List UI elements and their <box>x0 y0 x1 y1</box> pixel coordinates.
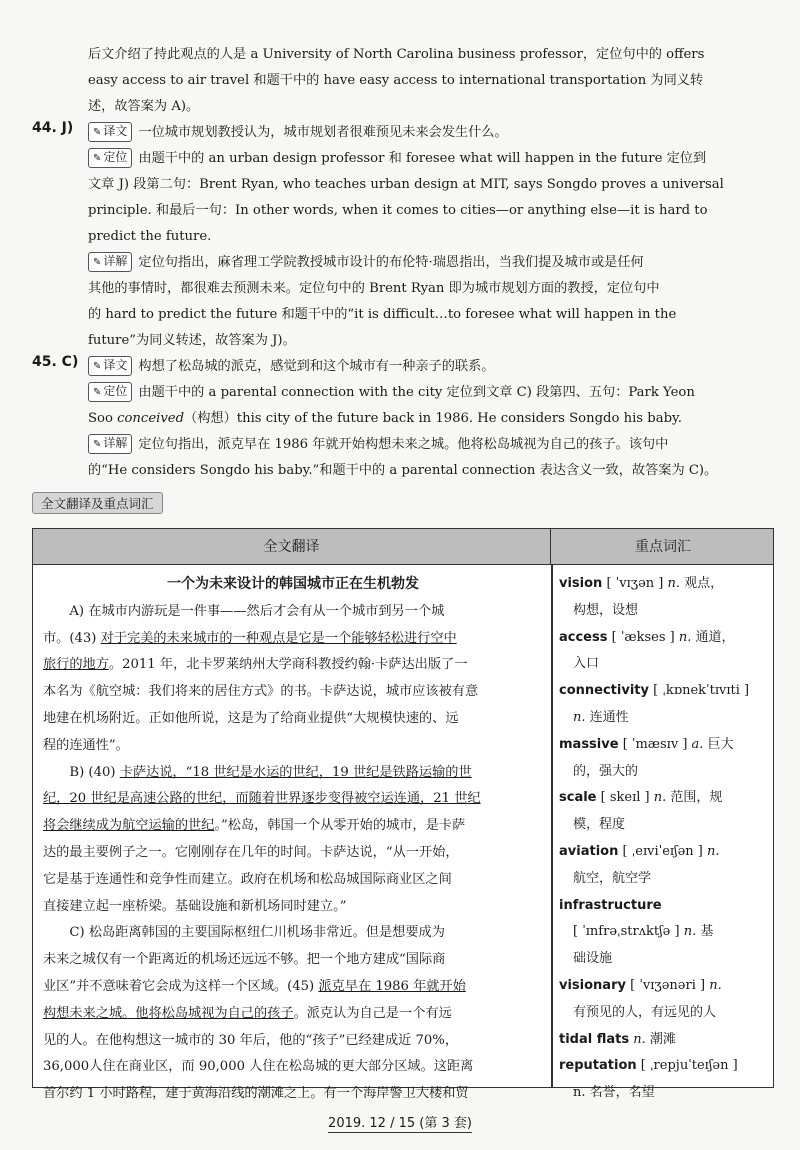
vocab-pron: [ ˈvɪʒən ] <box>606 576 664 591</box>
vocab-meaning: n. 名誉，名望 <box>573 1085 655 1101</box>
underlined-text: 派克早在 1986 年就开始 <box>318 978 466 994</box>
pencil-icon: ✎ <box>93 387 102 398</box>
text-line: 见的人。在他构想这一城市的 30 年后，他的“孩子”已经建成近 70%， <box>43 1032 459 1048</box>
vocab-pos: n. <box>653 790 667 806</box>
q44-detail-text: 其他的事情时，都很难去预测未来。定位句中的 Brent Ryan 即为城市规划方面的教授，定位句中 <box>88 281 660 296</box>
article-title: 一个为未来设计的韩国城市正在生机勃发 <box>167 576 419 592</box>
detail-tag-label: 详解 <box>103 254 128 268</box>
q45-translation-line <box>88 354 756 380</box>
detail-tag-label: 详解 <box>103 436 128 450</box>
q45-locate-italic: conceived <box>117 411 185 426</box>
intro-line: easy access to air travel 和题干中的 have easy access to international transportation 为同义转 <box>88 73 704 88</box>
vocab-entry <box>559 1027 771 1054</box>
paragraph-b <box>43 760 543 921</box>
question-45-number: 45. C) <box>32 354 79 370</box>
q45-detail-text: 的“He considers Songdo his baby.”和题干中的 a parental connection 表达含义一致，故答案为 C)。 <box>88 463 718 478</box>
q45-detail-line <box>88 432 756 458</box>
vocab-pron: [ ˈvɪʒənəri ] <box>630 977 706 993</box>
text-line: 达的最主要例子之一。它刚刚存在几年的时间。卡萨达说，“从一开始， <box>43 844 459 860</box>
text-line: 本名为《航空城：我们将来的居住方式》的书。卡萨达说，城市应该被有意 <box>43 684 479 700</box>
translation-column <box>43 571 543 1108</box>
text-line: 它是基于连通性和竞争性而建立。政府在机场和松岛城国际商业区之间 <box>43 871 452 887</box>
vocab-meaning: 航空，航空学 <box>573 870 652 886</box>
header-vocab: 重点词汇 <box>635 539 691 555</box>
underlined-text: 构想未来之城。他将松岛城视为自己的孩子 <box>43 1005 294 1021</box>
vocab-word: vision <box>559 576 603 591</box>
vocab-pron: [ ˌeɪviˈeɪʃən ] <box>622 843 703 859</box>
vocab-word: tidal flats <box>559 1031 630 1047</box>
detail-tag <box>88 252 132 272</box>
table-header <box>33 529 773 565</box>
vocab-word: infrastructure <box>559 897 662 913</box>
intro-line: 述，故答案为 A)。 <box>88 99 200 114</box>
locate-tag-label: 定位 <box>103 150 128 164</box>
vocab-meaning: 巨大 <box>707 736 734 752</box>
vocab-word: visionary <box>559 977 626 993</box>
text-part: 。2011 年，北卡罗莱纳州大学商科教授约翰·卡萨达出版了一 <box>108 657 468 673</box>
locate-tag-label: 定位 <box>103 384 128 398</box>
vocab-meaning: 基 <box>700 924 714 940</box>
vocab-pron: [ ˌkɒnekˈtɪvɪti ] <box>653 683 750 699</box>
vocab-pron: [ ˈmæsɪv ] <box>622 736 688 752</box>
text-line <box>43 813 543 840</box>
q45-locate-part: Soo <box>88 411 118 426</box>
question-44-number: 44. J) <box>32 120 74 136</box>
q44-detail-text: 定位句指出，麻省理工学院教授城市设计的布伦特·瑞恩指出，当我们提及城市或是任何 <box>138 255 644 270</box>
q44-locate-text: predict the future. <box>88 229 212 244</box>
page-number: 2019. 12 / 15 (第 3 套) <box>328 1116 472 1131</box>
vocab-word: reputation <box>559 1058 637 1074</box>
vocab-meaning: 础设施 <box>573 951 613 967</box>
section-label: 全文翻译及重点词汇 <box>32 492 163 514</box>
translation-tag <box>88 122 132 142</box>
vocab-meaning: 潮滩 <box>649 1031 676 1047</box>
vocab-pron: [ skeɪl ] <box>600 790 650 806</box>
vocab-meaning: 有预见的人，有远见的人 <box>573 1004 717 1020</box>
text-part: 市。(43) <box>43 630 101 646</box>
vocab-meaning: 通道， <box>695 629 735 645</box>
vocab-entry <box>559 1053 771 1107</box>
pencil-icon: ✎ <box>93 361 102 372</box>
underlined-text: 旅行的地方 <box>43 657 109 673</box>
underlined-text: 卡萨达说，“18 世纪是水运的世纪，19 世纪是铁路运输的世 <box>119 764 472 780</box>
vocab-pos: n. <box>573 709 586 725</box>
vocab-entry <box>559 625 771 679</box>
underlined-text: 纪，20 世纪是高速公路的世纪，而随着世界逐步变得被空运连通，21 世纪 <box>43 791 481 807</box>
q44-detail-text: 的 hard to predict the future 和题干中的“it is difficult…to foresee what will happen in the <box>88 307 677 322</box>
q44-locate-text: 由题干中的 an urban design professor 和 foresee what will happen in the future 定位到 <box>138 151 707 166</box>
vocab-word: connectivity <box>559 683 649 699</box>
column-divider <box>551 565 553 1087</box>
paragraph-c <box>43 920 543 1108</box>
translation-vocab-table <box>32 528 774 1102</box>
text-part: 业区”并不意味着它会成为这样一个区域。(45) <box>43 978 319 994</box>
vocab-pos: n. <box>678 629 692 645</box>
q45-detail-text: 定位句指出，派克早在 1986 年就开始构想未来之城。他将松岛城视为自己的孩子。该句中 <box>138 437 669 452</box>
vocab-entry <box>559 839 771 893</box>
vocab-pos: n. <box>706 843 720 859</box>
pencil-icon: ✎ <box>93 439 102 450</box>
text-line <box>43 974 543 1001</box>
text-line <box>43 652 543 679</box>
intro-paragraph <box>88 42 756 120</box>
translation-tag <box>88 356 132 376</box>
detail-tag <box>88 434 132 454</box>
vocab-pos: a. <box>691 736 704 752</box>
locate-tag <box>88 148 132 168</box>
text-line <box>43 626 543 653</box>
page-footer <box>0 1112 800 1131</box>
vocab-pos: n. <box>683 924 697 940</box>
vocab-meaning: 的，强大的 <box>573 763 639 779</box>
underlined-text: 将会继续成为航空运输的世纪 <box>43 818 215 834</box>
vocab-pron: [ ˈɪnfrəˌstrʌktʃə ] <box>573 924 680 940</box>
text-line: 程的连通性”。 <box>43 737 129 753</box>
question-44-block <box>88 120 756 354</box>
text-line: A) 在城市内游玩是一件事——然后才会有从一个城市到另一个城 <box>69 603 445 619</box>
vocab-pos: n. <box>633 1031 646 1047</box>
text-part: B) (40) <box>69 764 120 780</box>
vocab-pos: n. <box>667 576 680 591</box>
vocab-pos: n. <box>709 977 722 993</box>
text-part: 。派克认为自己是一个有远 <box>293 1005 452 1021</box>
header-translation: 全文翻译 <box>33 529 551 565</box>
q44-locate-line <box>88 146 756 172</box>
q44-translation: 一位城市规划教授认为，城市规划者很难预见未来会发生什么。 <box>138 125 508 140</box>
vocab-pron: [ ˌrepjuˈteɪʃən ] <box>640 1058 738 1074</box>
text-line: 地建在机场附近。正如他所说，这是为了给商业提供“大规模快速的、远 <box>43 710 459 726</box>
vocab-word: massive <box>559 736 619 752</box>
translation-tag-label: 译文 <box>103 124 128 138</box>
q44-detail-text: future”为同义转述，故答案为 J)。 <box>88 333 296 348</box>
text-line: 首尔约 1 小时路程，建于黄海沿线的潮滩之上。有一个海岸警卫大楼和贸 <box>43 1086 469 1102</box>
vocab-meaning: 模，程度 <box>573 817 626 833</box>
text-line <box>43 1001 543 1028</box>
q45-locate-line <box>88 380 756 406</box>
text-line: 未来之城仅有一个距离近的机场还远远不够。把一个地方建成“国际商 <box>43 952 446 968</box>
vocab-entry <box>559 678 771 732</box>
q45-translation: 构想了松岛城的派克，感觉到和这个城市有一种亲子的联系。 <box>138 359 495 374</box>
vocab-column <box>559 571 771 1107</box>
pencil-icon: ✎ <box>93 153 102 164</box>
vocab-word: access <box>559 629 608 645</box>
text-line <box>43 760 543 787</box>
vocab-word: aviation <box>559 843 619 859</box>
text-line: 36,000人住在商业区，而 90,000 人住在松岛城的更大部分区域。这距离 <box>43 1059 474 1075</box>
q45-locate-part: （构想）this city of the future back in 1986. He considers Songdo his baby. <box>184 411 682 426</box>
q45-locate-text: 由题干中的 a parental connection with the city 定位到文章 C) 段第四、五句：Park Yeon <box>138 385 695 400</box>
vocab-entry <box>559 571 771 625</box>
q44-translation-line <box>88 120 756 146</box>
vocab-meaning: 连通性 <box>589 709 629 725</box>
pencil-icon: ✎ <box>93 127 102 138</box>
question-45-block <box>88 354 756 484</box>
q44-detail-line <box>88 250 756 276</box>
q45-locate-text <box>88 406 756 432</box>
vocab-pron: [ ˈækses ] <box>611 629 675 645</box>
vocab-word: scale <box>559 790 597 806</box>
locate-tag <box>88 382 132 402</box>
vocab-meaning: 构想，设想 <box>573 602 639 618</box>
q44-locate-text: 文章 J) 段第二句：Brent Ryan, who teaches urban design at MIT, says Songdo proves a universal <box>88 177 724 192</box>
vocab-entry <box>559 785 771 839</box>
vocab-entry <box>559 732 771 786</box>
vocab-entry <box>559 893 771 973</box>
vocab-meaning: 观点， <box>684 576 724 591</box>
text-part: 。”松岛，韩国一个从零开始的城市，是卡萨 <box>214 818 466 834</box>
pencil-icon: ✎ <box>93 257 102 268</box>
vocab-meaning: 范围，规 <box>670 790 723 806</box>
intro-line: 后文介绍了持此观点的人是 a University of North Carolina business professor，定位句中的 offers <box>88 47 705 62</box>
vocab-entry <box>559 973 771 1027</box>
text-line: C) 松岛距离韩国的主要国际枢纽仁川机场非常近。但是想要成为 <box>69 925 445 941</box>
text-line: 直接建立起一座桥梁。基础设施和新机场同时建立。” <box>43 898 347 914</box>
q44-locate-text: principle. 和最后一句：In other words, when it comes to cities—or anything else—it is hard to <box>88 203 708 218</box>
paragraph-a <box>43 599 543 760</box>
vocab-meaning: 入口 <box>573 656 600 672</box>
translation-tag-label: 译文 <box>103 358 128 372</box>
underlined-text: 对于完美的未来城市的一种观点是它是一个能够轻松进行空中 <box>100 630 457 646</box>
